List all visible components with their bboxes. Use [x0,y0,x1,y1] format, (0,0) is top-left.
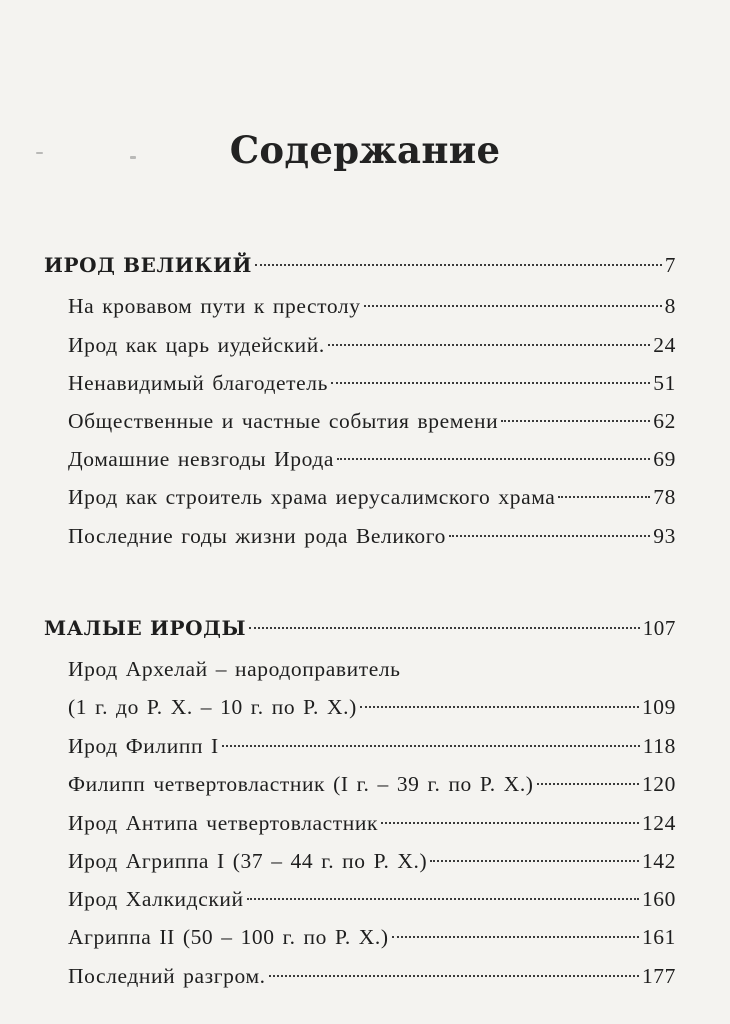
toc-page-number: 24 [653,333,676,357]
toc-entry-label: Последний разгром. [68,964,266,988]
toc-entry[interactable] [68,482,676,512]
toc-page-number: 51 [653,371,676,395]
toc-entry-label: Ирод как строитель храма иерусалимского храма [68,485,556,509]
dot-leader [360,706,639,708]
toc-section-label: ИРОД ВЕЛИКИЙ [44,253,253,277]
toc-entry-label: Домашние невзгоды Ирода [68,447,335,471]
toc-entry[interactable] [68,846,676,876]
toc-entry[interactable] [68,731,676,761]
dot-leader [269,975,639,977]
dot-leader [381,822,639,824]
dot-leader [331,382,650,384]
dot-leader [255,264,662,266]
dot-leader [392,936,639,938]
toc-entry-label: Общественные и частные события времени [68,409,499,433]
toc-entry[interactable] [68,884,676,914]
toc-entry-label: Агриппа II (50 – 100 г. по Р. Х.) [68,925,389,949]
toc-page-number: 8 [664,294,676,318]
toc-entry[interactable] [68,961,676,991]
toc-entry-label: Ирод Антипа четвертовластник [68,811,379,835]
toc-entry[interactable] [68,330,676,360]
toc-entry-label: Ирод Архелай – народоправитель [68,657,401,681]
toc-entry-label: (1 г. до Р. Х. – 10 г. по Р. Х.) [68,695,357,719]
toc-page-number: 161 [641,925,676,949]
dot-leader [222,745,640,747]
dot-leader [430,860,639,862]
toc-entry[interactable] [68,444,676,474]
page-title: Содержание [229,128,501,172]
toc-page-number: 69 [653,447,676,471]
toc-entry-label: Ирод Халкидский [68,887,244,911]
toc-entry-label: Последние годы жизни рода Великого [68,524,447,548]
toc-entry[interactable] [68,368,676,398]
dot-leader [328,344,650,346]
dot-leader [249,627,640,629]
toc-page-number: 78 [653,485,676,509]
toc-entry[interactable] [68,521,676,551]
toc-page-number: 142 [641,849,676,873]
dot-leader [537,783,639,785]
toc-page-number: 120 [641,772,676,796]
toc-entry[interactable] [68,291,676,321]
toc-entry-label: На кровавом пути к престолу [68,294,361,318]
toc-section-herod-the-great[interactable] [44,250,676,280]
toc-entry[interactable] [68,922,676,952]
toc-entry-label: Ненавидимый благодетель [68,371,328,395]
toc-entry-label: Ирод как царь иудейский. [68,333,325,357]
toc-entry[interactable] [68,808,676,838]
toc-page-number: 160 [641,887,676,911]
toc-page-number: 93 [653,524,676,548]
dot-leader [364,305,662,307]
toc-entry-label: Ирод Филипп I [68,734,219,758]
toc-page-number: 7 [664,253,676,277]
toc-page-number: 107 [642,616,676,640]
dot-leader [558,496,650,498]
toc-page-number: 177 [641,964,676,988]
toc-entry[interactable] [68,769,676,799]
toc-entry[interactable] [68,654,676,684]
dot-leader [449,535,650,537]
toc-entry-label: Филипп четвертовластник (I г. – 39 г. по Р. Х.) [68,772,534,796]
toc-entry[interactable] [68,406,676,436]
dot-leader [337,458,650,460]
toc-page-number: 62 [653,409,676,433]
dot-leader [247,898,639,900]
toc-entry[interactable] [68,692,676,722]
toc-page-number: 124 [641,811,676,835]
toc-section-label: МАЛЫЕ ИРОДЫ [44,616,247,640]
toc-page-number: 109 [641,695,676,719]
toc-section-lesser-herods[interactable] [44,613,676,643]
toc-page-number: 118 [642,734,676,758]
dot-leader [501,420,650,422]
toc-entry-label: Ирод Агриппа I (37 – 44 г. по Р. Х.) [68,849,428,873]
